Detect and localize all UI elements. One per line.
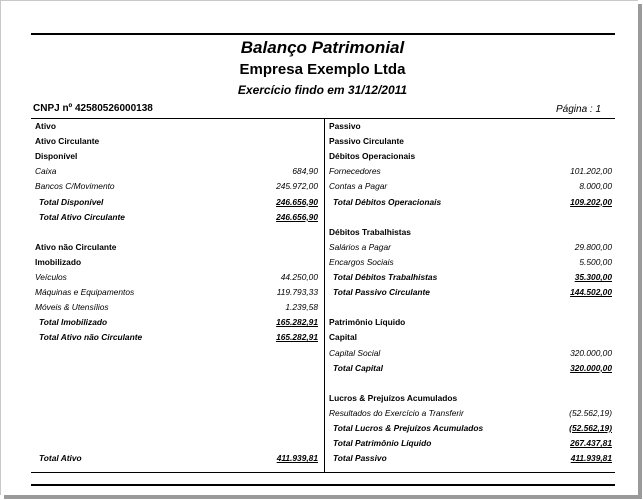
asset-row-label: Total Imobilizado (39, 317, 108, 328)
report-title: Balanço Patrimonial (240, 38, 405, 57)
asset-row-value: 44.250,00 (280, 272, 318, 282)
asset-row-value: 165.282,91 (276, 332, 318, 343)
liability-row-label: Total Débitos Trabalhistas (333, 272, 438, 282)
liability-row-label: Total Débitos Operacionais (333, 196, 442, 207)
asset-row-label: Ativo (35, 121, 56, 131)
liability-row-value: (52.562,19) (569, 423, 612, 433)
liability-row-value: 5.500,00 (579, 256, 612, 267)
liability-row-label: Encargos Sociais (329, 256, 394, 267)
asset-row-label: Ativo Circulante (35, 136, 100, 147)
asset-row-total (31, 330, 321, 345)
liability-row-value: 8.000,00 (579, 181, 612, 192)
liability-row-head (325, 315, 615, 330)
asset-row-blank (31, 361, 321, 376)
balance-sheet-table (31, 118, 615, 473)
liability-row-head (325, 225, 615, 240)
asset-row-total (31, 315, 321, 330)
liability-row-blank (325, 210, 615, 225)
liability-row-label: Passivo Circulante (329, 136, 404, 147)
liability-row-value: (52.562,19) (569, 407, 612, 418)
asset-row-blank (31, 346, 321, 361)
asset-row-item (31, 164, 321, 179)
liability-row-head (325, 330, 615, 345)
liability-row-value: 144.502,00 (570, 287, 612, 298)
asset-row-value: 119.793,33 (276, 287, 318, 298)
asset-row-head (31, 240, 321, 255)
asset-row-value: 411.939,81 (276, 453, 318, 464)
liability-row-value: 320.000,00 (570, 362, 612, 373)
asset-row-blank (31, 436, 321, 451)
asset-row-total (31, 195, 321, 210)
liability-row-label: Total Lucros & Prejuízos Acumulados (333, 423, 484, 433)
liability-row-total (325, 361, 615, 376)
liability-row-blank (325, 376, 615, 391)
asset-row-item (31, 300, 321, 315)
liability-row-head (325, 391, 615, 406)
liability-row-value: 35.300,00 (574, 272, 612, 282)
asset-row-item (31, 179, 321, 194)
page-number: Página : 1 (556, 104, 602, 115)
report-period: Exercício findo em 31/12/2011 (237, 83, 408, 97)
asset-row-value: 246.656,90 (276, 211, 318, 222)
asset-row-blank (31, 391, 321, 406)
liability-row-label: Salários a Pagar (329, 241, 391, 252)
liability-row-label: Resultados do Exercício a Transferir (329, 407, 464, 418)
liability-row-label: Contas a Pagar (329, 181, 388, 192)
asset-row-item (31, 270, 321, 285)
liability-row-item (325, 240, 615, 255)
asset-row-total (31, 451, 321, 466)
asset-row-label: Bancos C/Movimento (35, 181, 115, 192)
liability-row-value: 29.800,00 (574, 241, 612, 252)
asset-row-label: Total Ativo (39, 453, 82, 464)
header-top-rule (31, 33, 615, 35)
liability-row-total (325, 421, 615, 436)
asset-row-label: Total Ativo não Circulante (39, 332, 143, 343)
asset-row-blank (31, 421, 321, 436)
asset-row-value: 245.972,00 (276, 181, 318, 192)
asset-row-label: Disponível (35, 151, 78, 162)
liability-row-item (325, 406, 615, 421)
asset-row-label: Ativo não Circulante (35, 241, 117, 252)
liability-row-item (325, 346, 615, 361)
asset-row-item (31, 285, 321, 300)
liability-row-label: Lucros & Prejuízos Acumulados (329, 392, 458, 403)
asset-row-label: Máquinas e Equipamentos (35, 287, 135, 298)
liability-row-label: Patrimônio Líquido (329, 317, 406, 328)
liability-row-label: Total Passivo Circulante (333, 287, 430, 298)
liability-row-total (325, 285, 615, 300)
liability-row-label: Débitos Trabalhistas (329, 226, 411, 237)
asset-row-label: Caixa (35, 166, 57, 177)
liability-row-value: 101.202,00 (570, 166, 612, 177)
liability-row-value: 320.000,00 (570, 347, 612, 358)
asset-row-blank (31, 376, 321, 391)
liability-row-head (325, 134, 615, 149)
asset-row-head (31, 134, 321, 149)
cnpj-number: CNPJ nº 42580526000138 (33, 103, 153, 114)
liability-row-label: Capital Social (329, 347, 381, 358)
liability-row-item (325, 164, 615, 179)
asset-row-label: Total Ativo Circulante (39, 211, 125, 222)
asset-row-value: 1.239,58 (285, 302, 318, 313)
asset-row-blank (31, 225, 321, 240)
liability-row-total (325, 451, 615, 466)
asset-row-head (31, 255, 321, 270)
asset-row-head (31, 119, 321, 134)
liability-row-label: Total Passivo (333, 453, 387, 464)
liability-row-blank (325, 300, 615, 315)
liability-row-label: Fornecedores (329, 166, 381, 177)
liability-row-head (325, 149, 615, 164)
liability-row-label: Total Patrimônio Líquido (333, 438, 432, 449)
liability-row-value: 411.939,81 (570, 453, 612, 464)
asset-row-value: 246.656,90 (276, 196, 318, 207)
liability-row-label: Débitos Operacionais (329, 151, 416, 162)
asset-row-label: Móveis & Utensílios (35, 302, 109, 313)
company-name: Empresa Exemplo Ltda (239, 61, 406, 78)
asset-row-label: Veículos (35, 272, 67, 282)
asset-row-label: Imobilizado (35, 256, 82, 267)
asset-row-value: 165.282,91 (276, 317, 318, 328)
asset-row-value: 684,90 (292, 166, 318, 177)
footer-rule (31, 484, 615, 486)
liability-row-value: 109.202,00 (570, 196, 612, 207)
asset-row-head (31, 149, 321, 164)
asset-row-total (31, 210, 321, 225)
liability-row-total (325, 436, 615, 451)
liability-row-total (325, 195, 615, 210)
liability-row-label: Passivo (329, 121, 361, 131)
liability-row-label: Capital (329, 332, 357, 343)
liability-row-label: Total Capital (333, 362, 383, 373)
liability-row-head (325, 119, 615, 134)
asset-row-blank (31, 406, 321, 421)
liability-row-total (325, 270, 615, 285)
liability-row-value: 267.437,81 (570, 438, 612, 449)
asset-row-label: Total Disponível (39, 196, 104, 207)
liability-row-item (325, 255, 615, 270)
liability-row-item (325, 179, 615, 194)
